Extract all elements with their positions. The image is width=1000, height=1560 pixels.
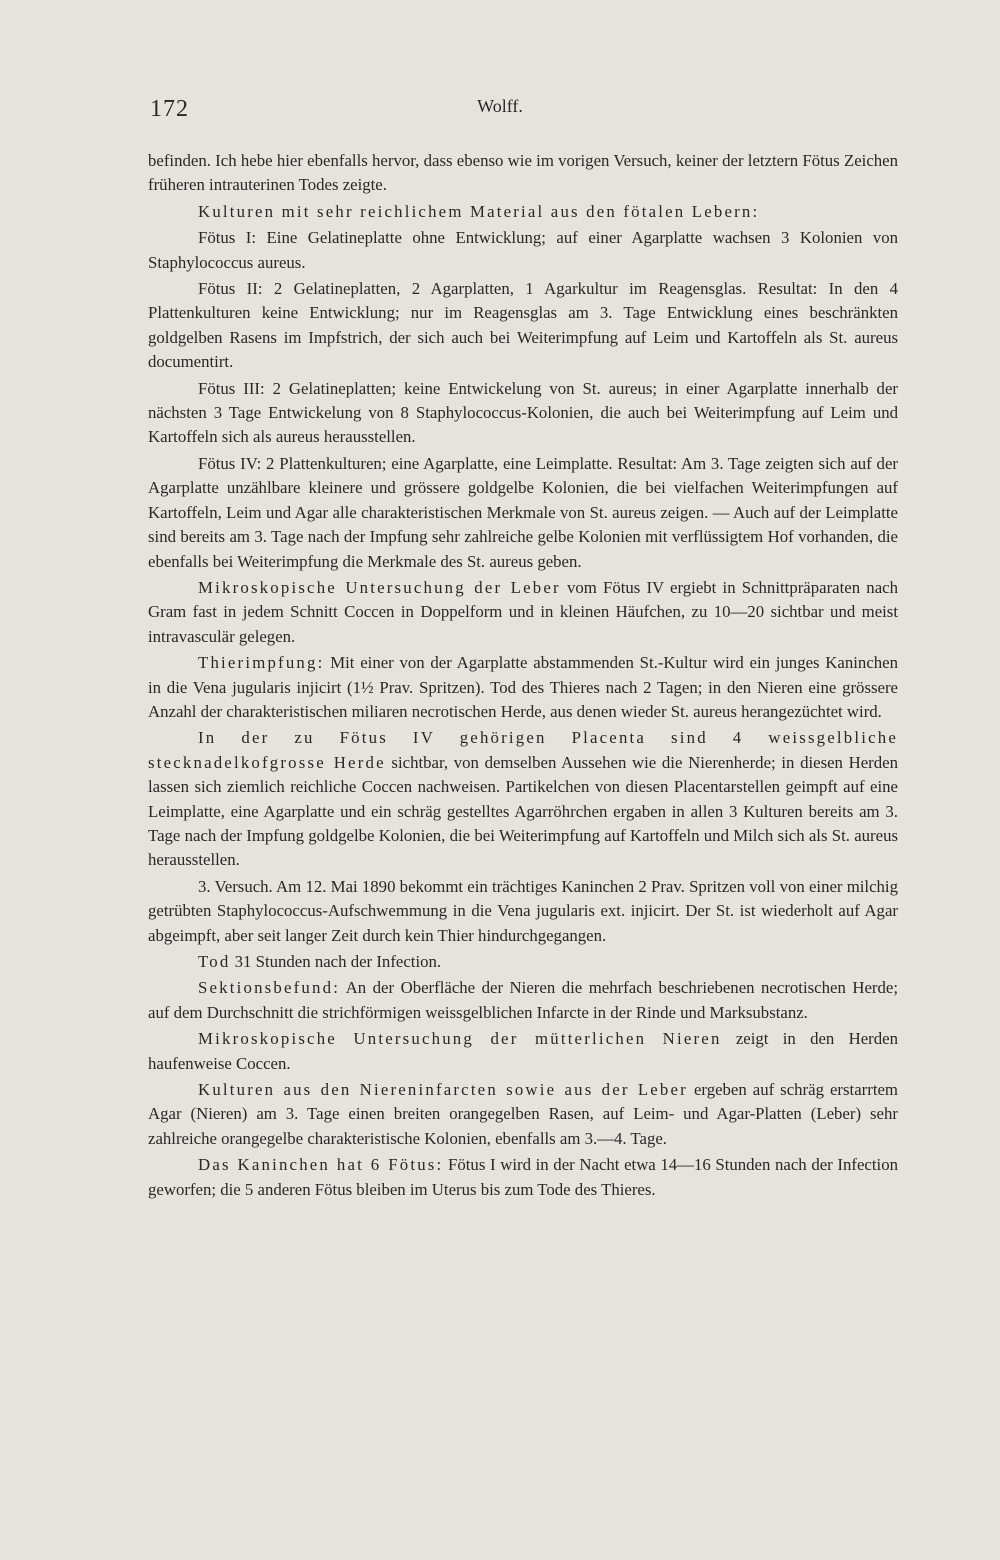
paragraph: [148, 651, 898, 724]
running-head: Wolff.: [477, 96, 523, 116]
paragraph-text: Fötus III: 2 Gelatineplatten; keine Entwickelung von St. aureus; in einer Agarplatte innerhalb der nächsten 3 Tage Entwickelung von 8 Staphylococcus-Kolonien, die auch bei Weiterimpfung auf Leim und Kartoffeln sich als aureus herausstellen.: [148, 378, 898, 447]
paragraph-text: Fötus I wird in der Nacht etwa 14—16 Stunden nach der Infection geworfen; die 5 anderen Fötus bleiben im Uterus bis zum Tode des Thieres.: [148, 1155, 898, 1199]
paragraph: [148, 726, 898, 872]
paragraph: [148, 1078, 898, 1151]
paragraph: [148, 875, 898, 948]
paragraph-text: zeigt in den Herden haufenweise Coccen.: [148, 1029, 898, 1073]
paragraph-text: Fötus II: 2 Gelatineplatten, 2 Agarplatten, 1 Agarkultur im Reagensglas. Resultat: In den 4 Plattenkulturen keine Entwicklung; nur im Reagensglas am 3. Tage Entwicklung eines beschränkten goldgelben Rasens im Impfstrich, der sich auch bei Weiterimpfung auf Leim und Kartoffeln als St. aureus documentirt.: [148, 279, 898, 372]
page-number: 172: [150, 96, 189, 122]
paragraph-text: ergeben auf schräg erstarrtem Agar (Nieren) am 3. Tage einen breiten orangegelben Rasen, auf Leim- und Agar-Platten (Leber) sehr zahlreiche orangegelbe charakteristische Kolonien, ebenfalls am 3.—4. Tage.: [148, 1080, 898, 1148]
spaced-heading: Thierimpfung:: [198, 653, 325, 673]
spaced-heading: Mikroskopische Untersuchung der Leber: [198, 577, 561, 597]
paragraph: [148, 976, 898, 1025]
paragraph-text: 3. Versuch. Am 12. Mai 1890 bekommt ein trächtiges Kaninchen 2 Prav. Spritzen voll von einer milchig getrübten Staphylococcus-Aufschwemmung in die Vena jugularis ext. injicirt. Der St. ist wiederholt auf Agar abgeimpft, aber seit langer Zeit durch kein Thier hindurchgegangen.: [148, 876, 898, 945]
paragraph: [148, 1027, 898, 1076]
spaced-heading: Das Kaninchen hat 6 Fötus:: [198, 1155, 444, 1175]
paragraph-text: Mit einer von der Agarplatte abstammenden St.-Kultur wird ein junges Kaninchen in die Vena jugularis injicirt (1½ Prav. Spritzen). Tod des Thieres nach 2 Tagen; in den Nieren eine grössere Anzahl der charakteristischen miliaren necrotischen Herde, aus denen wieder St. aureus herangezüchtet wird.: [148, 653, 898, 721]
paragraph: [148, 950, 898, 974]
paragraph: [148, 576, 898, 649]
paragraph: [148, 149, 898, 198]
paragraph-text: befinden. Ich hebe hier ebenfalls hervor, dass ebenso wie im vorigen Versuch, keiner der letztern Fötus Zeichen früheren intrauterinen Todes zeigte.: [148, 151, 898, 195]
paragraph-text: Fötus IV: 2 Plattenkulturen; eine Agarplatte, eine Leimplatte. Resultat: Am 3. Tage zeigten sich auf der Agarplatte unzählbare kleinere und grössere goldgelbe Kolonien, die bei vielfachen Weiterimpfungen auf Kartoffeln, Leim und Agar alle charakteristischen Merkmale von St. aureus zeigen. — Auch auf der Leimplatte sind bereits am 3. Tage nach der Impfung sehr zahlreiche gelbe Kolonien mit verflüssigtem Hof vorhanden, die ebenfalls bei Weiterimpfung die Merkmale des St. aureus geben.: [148, 453, 898, 571]
paragraph: [148, 200, 898, 224]
paragraph: [148, 277, 898, 375]
paragraph-text: vom Fötus IV ergiebt in Schnittpräparaten nach Gram fast in jedem Schnitt Coccen in Doppelform und in kleinen Häufchen, zu 10—20 sichtbar und meist intravasculär gelegen.: [148, 577, 898, 646]
paragraph-text: sichtbar, von demselben Aussehen wie die Nierenherde; in diesen Herden lassen sich ziemlich reichliche Coccen nachweisen. Partikelchen von diesen Placentarstellen geimpft auf eine Leimplatte, eine Agarplatte und ein schräg gestelltes Agarröhrchen ergaben in allen 3 Kulturen bereits am 3. Tage nach der Impfung goldgelbe Kolonien, die bei Weiterimpfung auf Kartoffeln und Milch sich als St. aureus herausstellen.: [148, 752, 899, 870]
spaced-heading: Sektionsbefund:: [198, 978, 341, 998]
paragraph: [148, 377, 898, 450]
body-text: [148, 149, 898, 1204]
paragraph: [148, 452, 898, 574]
paragraph-text: 31 Stunden nach der Infection.: [230, 952, 442, 971]
paragraph: [148, 1153, 898, 1202]
spaced-heading: In der zu Fötus IV gehörigen Placenta sind 4 weissgelbliche stecknadelkofgrosse Herde: [148, 728, 898, 772]
paragraph-text: Fötus I: Eine Gelatineplatte ohne Entwicklung; auf einer Agarplatte wachsen 3 Kolonien von Staphylococcus aureus.: [148, 228, 898, 272]
spaced-heading: Kulturen aus den Niereninfarcten sowie aus der Leber: [198, 1080, 688, 1100]
paragraph-text: An der Oberfläche der Nieren die mehrfach beschriebenen necrotischen Herde; auf dem Durchschnitt die strichförmigen weissgelblichen Infarcte in der Rinde und Marksubstanz.: [148, 978, 898, 1022]
spaced-heading: Mikroskopische Untersuchung der mütterlichen Nieren: [198, 1029, 722, 1049]
spaced-heading: Tod: [198, 952, 231, 971]
paragraph: [148, 226, 898, 275]
spaced-heading: Kulturen mit sehr reichlichem Material aus den fötalen Lebern:: [198, 201, 760, 221]
